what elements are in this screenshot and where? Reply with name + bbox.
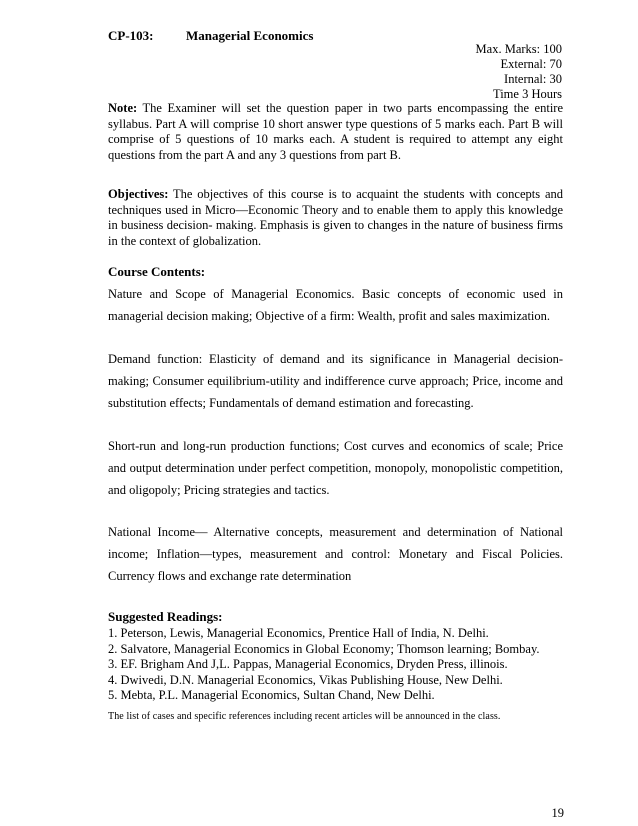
- objectives-paragraph: [108, 187, 563, 249]
- note-label: Note:: [108, 101, 138, 115]
- course-title: Managerial Economics: [186, 28, 314, 43]
- unit-4: National Income— Alternative concepts, measurement and determination of National income; Inflation—types, measurement and control: Monetary and Fiscal Policies. Currency flows and exchange rate determination: [108, 525, 563, 583]
- reading-item: 1. Peterson, Lewis, Managerial Economics, Prentice Hall of India, N. Delhi.: [108, 626, 489, 640]
- reading-item: 3. EF. Brigham And J,L. Pappas, Managerial Economics, Dryden Press, illinois.: [108, 657, 508, 671]
- note-paragraph: [108, 101, 563, 163]
- external-marks: External: 70: [500, 57, 562, 71]
- page-number: 19: [551, 806, 564, 820]
- reading-item: 4. Dwivedi, D.N. Managerial Economics, Vikas Publishing House, New Delhi.: [108, 672, 503, 687]
- course-contents-heading: Course Contents:: [108, 264, 206, 279]
- unit-1: Nature and Scope of Managerial Economics. Basic concepts of economic used in managerial decision making; Objective of a firm: Wealth, profit and sales maximization.: [108, 287, 563, 323]
- objectives-text: The objectives of this course is to acquaint the students with concepts and techniques used in Micro—Economic Theory and to enable them to apply this knowledge in business decision- making. Emphasis is given to changes in the nature of business firms in the context of globalization.: [108, 187, 563, 248]
- marks-block: [476, 42, 562, 102]
- readings-list: [108, 626, 540, 704]
- internal-marks: Internal: 30: [504, 72, 562, 86]
- unit-2: Demand function: Elasticity of demand and its significance in Managerial decision-making; Consumer equilibrium-utility and indifference curve approach; Price, income and substitution effects; Fundamentals of demand estimation and forecasting.: [108, 352, 563, 410]
- objectives-label: Objectives:: [108, 187, 169, 201]
- readings-footnote: The list of cases and specific references including recent articles will be announced in the class.: [108, 711, 501, 722]
- max-marks: Max. Marks: 100: [475, 42, 562, 56]
- course-code: CP-103:: [108, 28, 154, 43]
- reading-item: 2. Salvatore, Managerial Economics in Global Economy; Thomson learning; Bombay.: [108, 641, 540, 656]
- time-allowed: Time 3 Hours: [493, 87, 562, 101]
- note-text: The Examiner will set the question paper in two parts encompassing the entire syllabus. Part A will comprise 10 short answer type questions of 5 marks each. Part B will comprise of 5 questions of 10 marks each. A student is required to attempt any eight questions from the part A and any 3 questions from part B.: [108, 101, 564, 162]
- unit-3: Short-run and long-run production functions; Cost curves and economics of scale; Price and output determination under perfect competition, monopoly, monopolistic competition, and oligopoly; Pricing strategies and tactics.: [108, 439, 563, 497]
- reading-item: 5. Mebta, P.L. Managerial Economics, Sultan Chand, New Delhi.: [108, 688, 435, 702]
- suggested-readings-heading: Suggested Readings:: [108, 609, 223, 624]
